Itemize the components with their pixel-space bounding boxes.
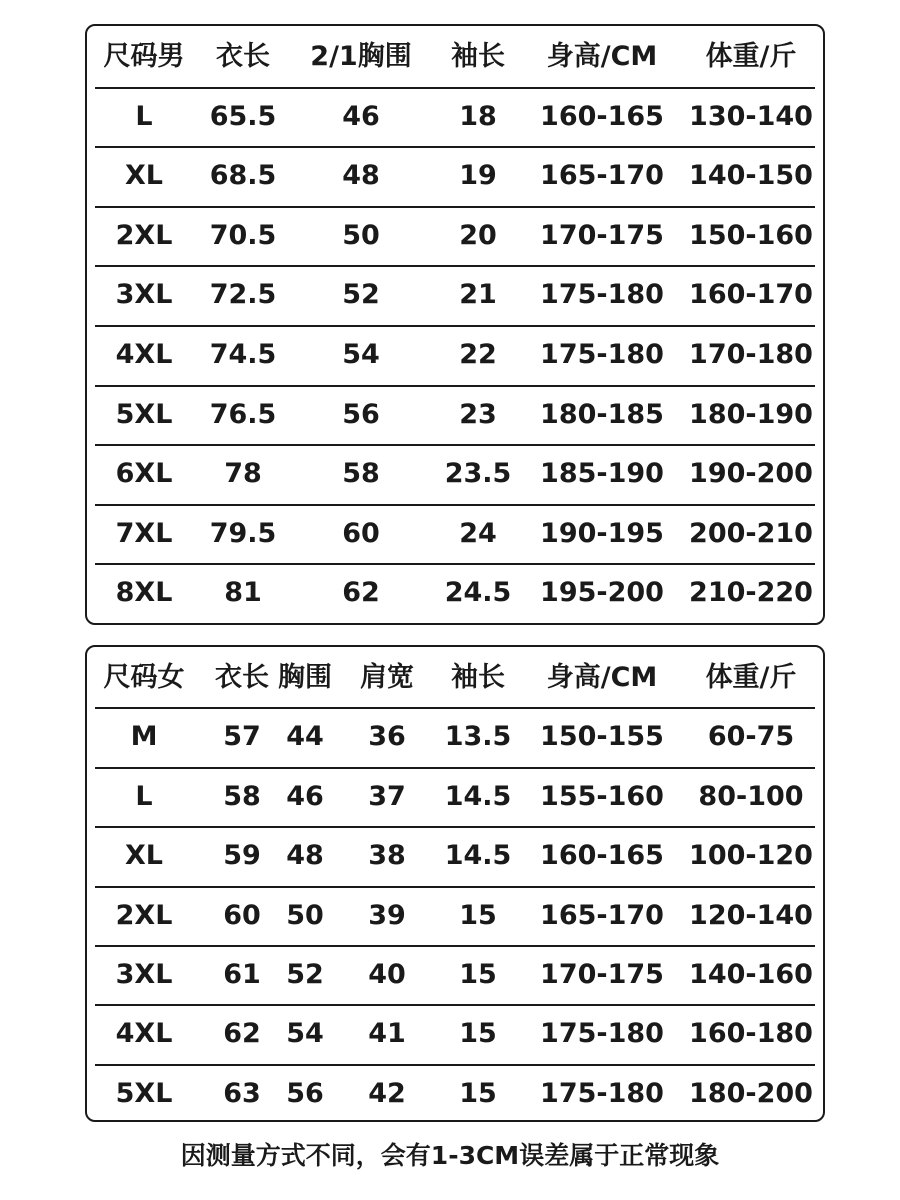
table-cell: 70.5 — [209, 219, 277, 251]
table-cell: 63 — [223, 1077, 261, 1109]
table-cell: 175-180 — [540, 339, 664, 370]
table-cell: 150-155 — [540, 721, 664, 753]
table-cell: 190-195 — [540, 517, 664, 549]
table-cell: 46 — [342, 100, 380, 132]
table-cell: 160-170 — [689, 279, 813, 311]
table-cell: 165-170 — [540, 160, 664, 192]
column-header: 身高/CM — [546, 41, 658, 72]
table-cell: 19 — [459, 160, 497, 192]
table-cell: 37 — [368, 780, 406, 812]
table-cell: 59 — [223, 840, 261, 872]
table-cell: 44 — [286, 721, 324, 753]
table-cell: 46 — [286, 780, 324, 812]
column-header: 身高/CM — [546, 662, 658, 693]
table-cell: 60 — [223, 899, 261, 931]
table-row — [95, 1064, 815, 1125]
table-cell: 150-160 — [689, 219, 813, 251]
table-cell: 5XL — [115, 398, 173, 430]
table-cell: 56 — [286, 1077, 324, 1109]
table-cell: 210-220 — [689, 577, 813, 609]
table-cell: 60 — [342, 517, 380, 549]
table-cell: 175-180 — [540, 279, 664, 311]
table-cell: 52 — [342, 279, 380, 311]
table-cell: 22 — [459, 339, 497, 370]
table-cell: 13.5 — [444, 721, 512, 753]
column-header: 2/1胸围 — [310, 41, 412, 72]
table-row — [95, 707, 815, 768]
table-cell: 14.5 — [444, 780, 512, 812]
table-cell: 52 — [286, 959, 324, 990]
table-cell: M — [130, 721, 158, 753]
table-cell: 54 — [342, 339, 380, 370]
table-cell: 50 — [342, 219, 380, 251]
column-header: 袖长 — [451, 662, 505, 693]
table-cell: 4XL — [115, 1018, 173, 1050]
table-cell: 4XL — [115, 339, 173, 370]
women-size-table — [85, 645, 825, 1122]
table-cell: 42 — [368, 1077, 406, 1109]
table-cell: 14.5 — [444, 840, 512, 872]
table-cell: 24.5 — [444, 577, 512, 609]
table-cell: XL — [124, 160, 164, 192]
table-cell: 15 — [459, 959, 497, 990]
table-cell: 36 — [368, 721, 406, 753]
table-row — [95, 826, 815, 887]
table-row — [95, 1004, 815, 1065]
table-cell: 20 — [459, 219, 497, 251]
table-row — [95, 563, 815, 624]
table-cell: XL — [124, 840, 164, 872]
men-table-header-row — [95, 27, 815, 86]
table-cell: 180-190 — [689, 398, 813, 430]
column-header: 衣长 — [215, 662, 269, 693]
table-cell: 120-140 — [689, 899, 813, 931]
table-cell: 80-100 — [698, 780, 804, 812]
table-cell: 48 — [286, 840, 324, 872]
table-cell: 39 — [368, 899, 406, 931]
table-cell: 58 — [342, 458, 380, 490]
column-header: 体重/斤 — [705, 662, 797, 693]
table-cell: 68.5 — [209, 160, 277, 192]
table-cell: 180-185 — [540, 398, 664, 430]
table-cell: 6XL — [115, 458, 173, 490]
table-cell: L — [135, 100, 153, 132]
table-row — [95, 325, 815, 386]
table-cell: 170-180 — [689, 339, 813, 370]
table-cell: 24 — [459, 517, 497, 549]
table-cell: 62 — [342, 577, 380, 609]
table-row — [95, 504, 815, 565]
women-table-header-row — [95, 648, 815, 707]
table-row — [95, 945, 815, 1006]
table-cell: 100-120 — [689, 840, 813, 872]
table-cell: 2XL — [115, 899, 173, 931]
table-cell: 155-160 — [540, 780, 664, 812]
table-cell: 140-160 — [689, 959, 813, 990]
table-row — [95, 444, 815, 505]
table-row — [95, 87, 815, 148]
table-cell: 7XL — [115, 517, 173, 549]
table-row — [95, 886, 815, 947]
table-row — [95, 767, 815, 828]
table-cell: 76.5 — [209, 398, 277, 430]
table-cell: 2XL — [115, 219, 173, 251]
column-header: 尺码男 — [103, 41, 185, 72]
table-cell: 81 — [224, 577, 262, 609]
table-cell: 57 — [223, 721, 261, 753]
table-cell: 65.5 — [209, 100, 277, 132]
table-cell: 175-180 — [540, 1018, 664, 1050]
measurement-note: 因测量方式不同，会有1-3CM误差属于正常现象 — [180, 1141, 720, 1170]
table-cell: 190-200 — [689, 458, 813, 490]
table-cell: 58 — [223, 780, 261, 812]
table-cell: 15 — [459, 1077, 497, 1109]
table-cell: 5XL — [115, 1077, 173, 1109]
table-cell: 61 — [223, 959, 261, 990]
column-header: 衣长 — [216, 41, 270, 72]
table-cell: 56 — [342, 398, 380, 430]
table-row — [95, 265, 815, 326]
table-row — [95, 206, 815, 267]
table-row — [95, 146, 815, 207]
table-row — [95, 385, 815, 446]
table-cell: 79.5 — [209, 517, 277, 549]
column-header: 胸围 — [278, 662, 332, 693]
table-cell: 18 — [459, 100, 497, 132]
column-header: 尺码女 — [103, 662, 185, 693]
table-cell: 48 — [342, 160, 380, 192]
table-cell: 50 — [286, 899, 324, 931]
men-size-table — [85, 24, 825, 625]
table-cell: 185-190 — [540, 458, 664, 490]
table-cell: 41 — [368, 1018, 406, 1050]
table-cell: 140-150 — [689, 160, 813, 192]
column-header: 袖长 — [451, 41, 505, 72]
table-cell: 160-180 — [689, 1018, 813, 1050]
table-cell: 78 — [224, 458, 262, 490]
table-cell: 21 — [459, 279, 497, 311]
table-cell: 170-175 — [540, 219, 664, 251]
table-cell: 130-140 — [689, 100, 813, 132]
table-cell: 72.5 — [209, 279, 277, 311]
table-cell: 180-200 — [689, 1077, 813, 1109]
table-cell: 160-165 — [540, 100, 664, 132]
table-cell: 23 — [459, 398, 497, 430]
table-cell: 15 — [459, 1018, 497, 1050]
table-cell: 195-200 — [540, 577, 664, 609]
table-cell: 38 — [368, 840, 406, 872]
table-cell: 200-210 — [689, 517, 813, 549]
table-cell: 165-170 — [540, 899, 664, 931]
table-cell: 74.5 — [209, 339, 277, 370]
table-cell: 175-180 — [540, 1077, 664, 1109]
table-cell: 8XL — [115, 577, 173, 609]
table-cell: 54 — [286, 1018, 324, 1050]
table-cell: 170-175 — [540, 959, 664, 990]
table-cell: L — [135, 780, 153, 812]
table-cell: 3XL — [115, 279, 173, 311]
table-cell: 62 — [223, 1018, 261, 1050]
column-header: 体重/斤 — [705, 41, 797, 72]
table-cell: 40 — [368, 959, 406, 990]
table-cell: 160-165 — [540, 840, 664, 872]
table-cell: 23.5 — [444, 458, 512, 490]
table-cell: 60-75 — [707, 721, 795, 753]
table-cell: 3XL — [115, 959, 173, 990]
table-cell: 15 — [459, 899, 497, 931]
column-header: 肩宽 — [360, 662, 414, 693]
